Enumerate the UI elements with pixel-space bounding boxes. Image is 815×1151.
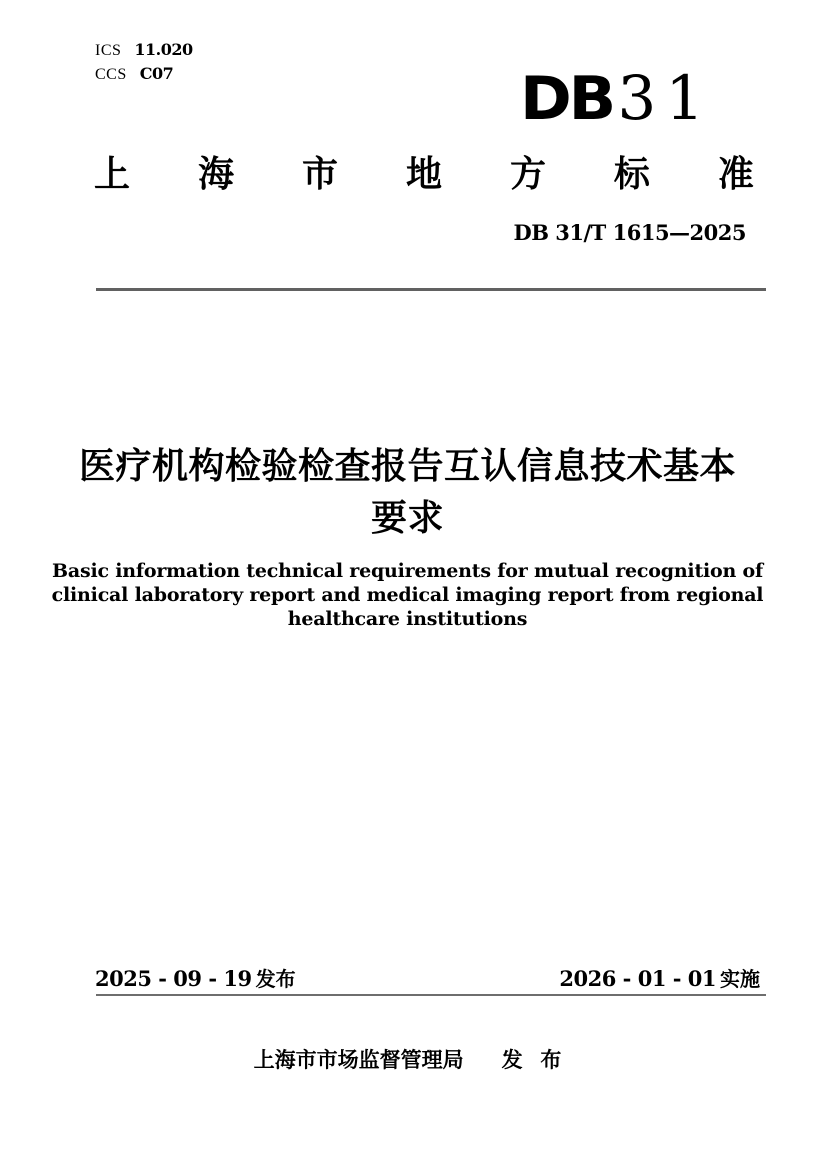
english-title-line1: Basic information technical requirements for mutual recognition of [52,560,763,582]
ics-value: 11.020 [134,40,193,59]
db-logo-region-number: 31 [617,63,714,134]
ccs-value: C07 [139,64,174,83]
bottom-divider-line [96,994,766,996]
publish-date: 2025 - 09 - 19 [95,966,252,991]
date-row [95,963,760,992]
top-divider-line [96,288,766,291]
publisher-row [0,1048,815,1074]
publish-label: 发布 [255,969,296,991]
implement-date: 2026 - 01 - 01 [559,966,716,991]
publish-date-group [95,963,296,992]
ccs-row [95,62,193,86]
implement-date-group [559,963,760,992]
db31-logo [520,63,714,134]
document-title-line2: 要求 [370,497,444,538]
english-title-line2: clinical laboratory report and medical imaging report from regional [51,584,764,606]
implement-label: 实施 [720,969,760,991]
classification-codes [95,38,193,86]
ics-row [95,38,193,62]
english-title-line3: healthcare institutions [287,608,528,630]
document-title [0,440,815,544]
document-title-english [0,559,815,631]
ccs-label: CCS [95,66,127,83]
standard-number: DB 31/T 1615—2025 [513,220,746,245]
publisher-name: 上海市市场监督管理局 [253,1049,464,1072]
publisher-action: 发 布 [501,1049,562,1072]
ics-label: ICS [95,42,122,59]
local-standard-name: 上 海 市 地 方 标 准 [94,153,754,194]
document-title-line1: 医疗机构检验检查报告互认信息技术基本 [78,445,736,486]
db-logo-prefix: DB [520,64,614,134]
